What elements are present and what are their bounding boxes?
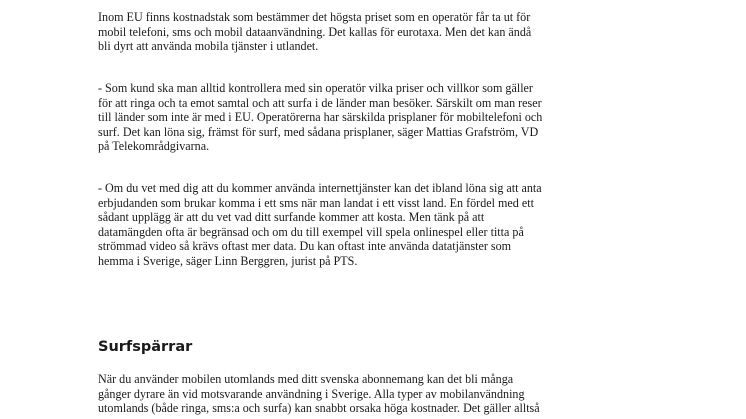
paragraph-quote-grafstrom <box>98 81 646 154</box>
text-line: utomlands (både ringa, sms:a och surfa) kan snabbt orsaka höga kostnader. Det gäller alltså <box>98 401 540 415</box>
paragraph-quote-berggren <box>98 181 646 268</box>
text-line: strömmad video så krävs oftast mer data. Du kan oftast inte använda datatjänster som <box>98 239 512 253</box>
text-line: för att ringa och ta emot samtal och att surfa i de länder man besöker. Särskilt om man reser <box>98 95 542 110</box>
text-line: Inom EU finns kostnadstak som bestämmer det högsta priset som en operatör får ta ut för <box>98 10 531 24</box>
text-line: hemma i Sverige, säger Linn Berggren, jurist på PTS. <box>98 253 358 268</box>
text-line: surf. Det kan löna sig, främst för surf, med sådana prisplaner, säger Mattias Grafström, VD <box>98 124 539 139</box>
text-line: - Om du vet med dig att du kommer använda internettjänster kan det ibland löna sig att anta <box>98 181 542 195</box>
text-line: - Som kund ska man alltid kontrollera med sin operatör vilka priser och villkor som gäller <box>98 81 533 95</box>
text-line: gånger dyrare än vid motsvarande användning i Sverige. Alla typer av mobilanvändning <box>98 386 525 401</box>
text-line: datamängden ofta är begränsad och om du till exempel vill spela onlinespel eller titta på <box>98 224 524 239</box>
paragraph-surfsparrar <box>98 372 646 416</box>
section-heading: Surfspärrar <box>98 339 193 355</box>
text-line: erbjudanden som brukar komma i ett sms när man landat i ett visst land. En fördel med ett <box>98 195 534 210</box>
text-line: på Telekområdgivarna. <box>98 139 210 153</box>
text-line: till länder som inte är med i EU. Operatörerna har särskilda prisplaner för mobiltelefoni och <box>98 110 543 124</box>
text-line: bli dyrt att använda mobila tjänster i utlandet. <box>98 39 319 53</box>
text-line: sådant upplägg är att du vet vad ditt surfande kommer att kosta. Men tänk på att <box>98 210 485 224</box>
text-line: mobil telefoni, sms och mobil dataanvändning. Det kallas för eurotaxa. Men det kan ändå <box>98 24 532 39</box>
text-line: När du använder mobilen utomlands med ditt svenska abonnemang kan det bli många <box>98 372 514 386</box>
paragraph-eurotaxa <box>98 10 646 54</box>
